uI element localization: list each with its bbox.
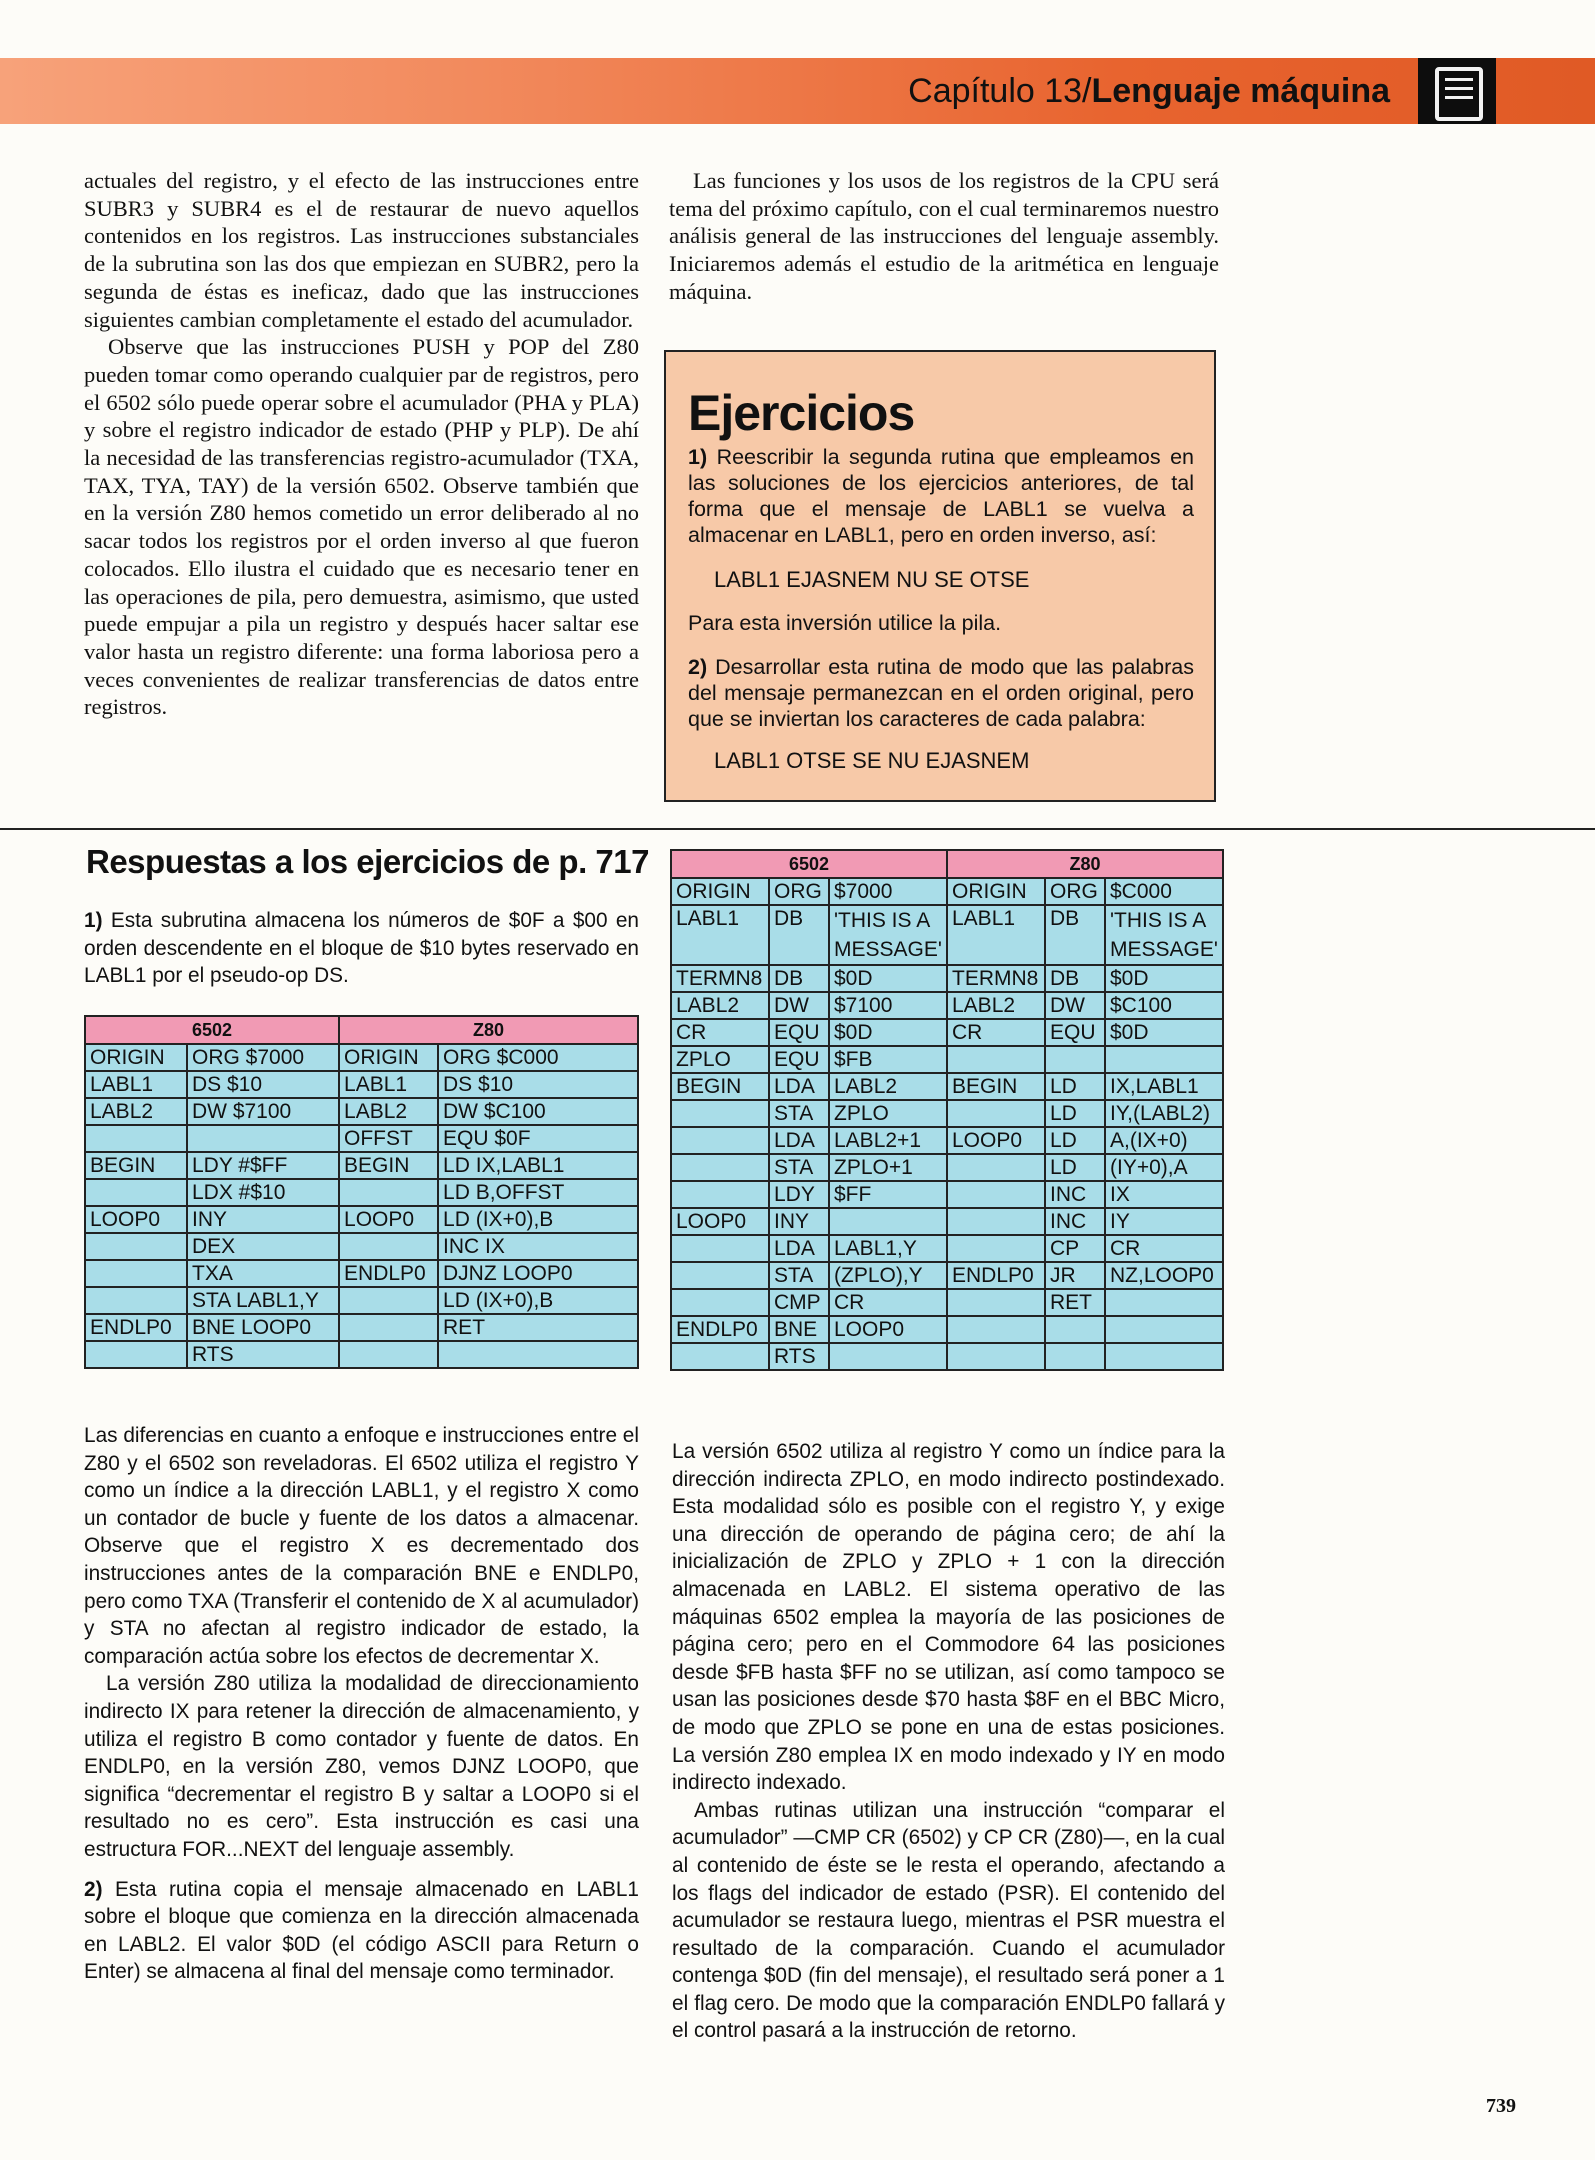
table-row [85, 1044, 638, 1071]
table-cell [1105, 1343, 1223, 1370]
answer-paragraph: La versión 6502 utiliza al registro Y como un índice para la dirección indirecta ZPLO, en modo indirecto postindexado. Esta modalidad sólo es posible con el registro Y, y exige una dirección de operando de página cero; de ahí la inicialización de ZPLO y ZPLO + 1 con la dirección almacenada en LABL2. El sistema operativo de las máquinas 6502 emplea la mayoría de las posiciones de página cero; pero en el Commodore 64 las posiciones desde $FB hasta $FF no se utilizan, así como tampoco se usan las posiciones desde $70 hasta $8F en el BBC Micro, de modo que ZPLO se pone en una de estas posiciones. La versión Z80 emplea IX en modo indexado y IY en modo indirecto indexado. [672, 1440, 1225, 1795]
table-cell: TXA [187, 1260, 339, 1287]
code-table-2 [670, 849, 1224, 1371]
table-cell: LD [1045, 1073, 1105, 1100]
table-cell: IY,(LABL2) [1105, 1100, 1223, 1127]
table-cell [438, 1341, 638, 1368]
table-cell: EQU [769, 1046, 829, 1073]
exercise-text: Reescribir la segunda rutina que empleamos en las soluciones de los ejercicios anteriores, de tal forma que el mensaje de LABL1 se vuelva a almacenar en LABL1, pero en orden inverso, así: [688, 445, 1194, 547]
table-cell: ZPLO [829, 1100, 947, 1127]
table-cell: $FB [829, 1046, 947, 1073]
exercise-text: Desarrollar esta rutina de modo que las palabras del mensaje permanezcan en el orden original, pero que se inviertan los caracteres de cada palabra: [688, 655, 1194, 731]
left-intro-column [84, 167, 639, 721]
table-row [85, 1179, 638, 1206]
table-row [85, 1125, 638, 1152]
table-header-6502: 6502 [85, 1016, 339, 1044]
table-cell: DS $10 [187, 1071, 339, 1098]
table-row [671, 1181, 1223, 1208]
table-cell: ORG [1045, 878, 1105, 905]
table-cell: 'THIS IS A MESSAGE' [829, 905, 947, 965]
table-cell: $0D [829, 965, 947, 992]
table-cell: CR [829, 1289, 947, 1316]
table-cell: LABL1 [671, 905, 769, 965]
table-cell: DJNZ LOOP0 [438, 1260, 638, 1287]
table-cell [829, 1343, 947, 1370]
table-cell: LABL1 [85, 1071, 187, 1098]
table-cell [947, 1289, 1045, 1316]
exercise-1-note: Para esta inversión utilice la pila. [688, 611, 1002, 635]
table-cell: LABL2 [829, 1073, 947, 1100]
table-row [671, 1046, 1223, 1073]
table-cell: $7100 [829, 992, 947, 1019]
computer-icon [1418, 58, 1496, 124]
table-cell [671, 1262, 769, 1289]
table-cell [339, 1233, 438, 1260]
table-cell: LABL1 [339, 1071, 438, 1098]
table-cell: ORIGIN [947, 878, 1045, 905]
table-cell: LD B,OFFST [438, 1179, 638, 1206]
table-row [671, 1154, 1223, 1181]
table-cell: $0D [1105, 965, 1223, 992]
table-cell [85, 1179, 187, 1206]
answer-1-intro [84, 907, 639, 990]
table-cell: LOOP0 [339, 1206, 438, 1233]
table-cell: LD [1045, 1127, 1105, 1154]
table-row [85, 1152, 638, 1179]
table-cell: DEX [187, 1233, 339, 1260]
table-cell: LDA [769, 1073, 829, 1100]
table-cell [947, 1100, 1045, 1127]
table-cell [85, 1287, 187, 1314]
table-cell: RTS [769, 1343, 829, 1370]
table-cell: DB [769, 905, 829, 965]
table-cell [671, 1127, 769, 1154]
table-cell: ORG $7000 [187, 1044, 339, 1071]
chapter-label: Capítulo 13/ [908, 72, 1092, 110]
table-row [671, 992, 1223, 1019]
table-cell [85, 1260, 187, 1287]
answer-2-discussion [672, 1438, 1225, 2045]
table-cell: STA LABL1,Y [187, 1287, 339, 1314]
answer-paragraph: Ambas rutinas utilizan una instrucción “comparar el acumulador” —CMP CR (6502) y CP CR (Z80)—, en la cual al contenido de éste se le resta el operando, afectando a los flags del indicador de estado (PSR). El contenido del acumulador se restaura luego, mientras el PSR muestra el resultado de la comparación. Cuando el acumulador contenga $0D (fin del mensaje), el resultado será poner a 1 el flag cero. De modo que la comparación ENDLP0 fallará y el control pasará a la instrucción de retorno. [672, 1798, 1225, 2043]
exercise-number: 2) [688, 655, 708, 679]
table-row [85, 1287, 638, 1314]
table-cell: BEGIN [339, 1152, 438, 1179]
table-cell: $FF [829, 1181, 947, 1208]
table-cell: BNE [769, 1316, 829, 1343]
exercises-title: Ejercicios [688, 385, 915, 441]
table-cell: IX,LABL1 [1105, 1073, 1223, 1100]
table-cell: CR [671, 1019, 769, 1046]
table-cell: TERMN8 [671, 965, 769, 992]
table-cell: DB [769, 965, 829, 992]
answer-number: 1) [84, 909, 103, 932]
intro-paragraph: actuales del registro, y el efecto de las instrucciones entre SUBR3 y SUBR4 es el de restaurar de nuevo aquellos contenidos en los registros. Las instrucciones substanciales de la subrutina son las dos que empiezan en SUBR2, pero la segunda de éstas es ineficaz, dado que las instrucciones siguientes cambian completamente el estado del acumulador. [84, 168, 639, 332]
answer-2-intro [84, 1876, 639, 1986]
table-cell: $0D [829, 1019, 947, 1046]
table-row [671, 878, 1223, 905]
table-cell [1105, 1046, 1223, 1073]
code-table-1 [84, 1015, 639, 1369]
table-cell: LABL2 [671, 992, 769, 1019]
table-row [671, 1019, 1223, 1046]
table-row [85, 1341, 638, 1368]
table-cell [339, 1314, 438, 1341]
table-cell: LOOP0 [671, 1208, 769, 1235]
table-cell [339, 1179, 438, 1206]
table-row [85, 1314, 638, 1341]
table-cell [85, 1233, 187, 1260]
answer-paragraph: La versión Z80 utiliza la modalidad de direccionamiento indirecto IX para retener la dirección de almacenamiento, y utiliza el registro B como contador y fuente de datos. En ENDLP0, en la versión Z80, vemos DJNZ LOOP0, que significa “decrementar el registro B y saltar a LOOP0 si el resultado no es cero”. Esta instrucción es casi una estructura FOR...NEXT del lenguaje assembly. [84, 1672, 639, 1861]
table-cell: LDA [769, 1235, 829, 1262]
table-cell: IX [1105, 1181, 1223, 1208]
exercise-number: 1) [688, 445, 708, 469]
table-cell: $C100 [1105, 992, 1223, 1019]
table-cell [1045, 1046, 1105, 1073]
table-cell: (IY+0),A [1105, 1154, 1223, 1181]
table-row [671, 1316, 1223, 1343]
table-cell: LDX #$10 [187, 1179, 339, 1206]
table-cell [1045, 1316, 1105, 1343]
table-cell [187, 1125, 339, 1152]
table-cell [1105, 1316, 1223, 1343]
table-cell: BEGIN [85, 1152, 187, 1179]
table-cell [1105, 1289, 1223, 1316]
table-cell: INC [1045, 1181, 1105, 1208]
chapter-title [908, 72, 1390, 111]
table-cell: BEGIN [671, 1073, 769, 1100]
table-row [671, 905, 1223, 965]
table-cell: DB [1045, 965, 1105, 992]
table-cell: ENDLP0 [671, 1316, 769, 1343]
table-cell [947, 1235, 1045, 1262]
table-cell: ORG $C000 [438, 1044, 638, 1071]
table-cell: 'THIS IS A MESSAGE' [1105, 905, 1223, 965]
table-cell: $0D [1105, 1019, 1223, 1046]
answer-number: 2) [84, 1877, 103, 1901]
table-cell: (ZPLO),Y [829, 1262, 947, 1289]
table-cell: STA [769, 1262, 829, 1289]
table-cell: IY [1105, 1208, 1223, 1235]
table-row [671, 1289, 1223, 1316]
right-intro-column [669, 167, 1219, 306]
table-cell: LABL2 [85, 1098, 187, 1125]
table-cell: LABL2 [947, 992, 1045, 1019]
table-cell: ORIGIN [671, 878, 769, 905]
table-cell: ORG [769, 878, 829, 905]
chapter-name: Lenguaje máquina [1091, 72, 1390, 110]
table-cell: ENDLP0 [339, 1260, 438, 1287]
table-cell: BEGIN [947, 1073, 1045, 1100]
table-cell [947, 1154, 1045, 1181]
exercise-1-example: LABL1 EJASNEM NU SE OTSE [714, 567, 1030, 592]
table-cell: LDY [769, 1181, 829, 1208]
table-cell [671, 1343, 769, 1370]
table-cell: LD [1045, 1100, 1105, 1127]
answers-title: Respuestas a los ejercicios de p. 717 [86, 843, 649, 880]
table-cell [671, 1181, 769, 1208]
exercises-box [664, 350, 1216, 802]
table-row [671, 965, 1223, 992]
table-cell: EQU [769, 1019, 829, 1046]
table-row [85, 1206, 638, 1233]
table-cell: ENDLP0 [85, 1314, 187, 1341]
table-cell [947, 1046, 1045, 1073]
table-cell: LABL2 [339, 1098, 438, 1125]
table-cell: RTS [187, 1341, 339, 1368]
table-row [671, 1343, 1223, 1370]
table-cell: STA [769, 1100, 829, 1127]
answer-1-discussion [84, 1422, 639, 1986]
answer-text: Esta rutina copia el mensaje almacenado en LABL1 sobre el bloque que comienza en la dirección almacenada en LABL2. El valor $0D (el código ASCII para Return o Enter) se almacena al final del mensaje como terminador. [84, 1877, 639, 1984]
table-cell: CMP [769, 1289, 829, 1316]
table-header-z80: Z80 [339, 1016, 638, 1044]
table-cell [671, 1154, 769, 1181]
table-cell: $C000 [1105, 878, 1223, 905]
table-cell [339, 1287, 438, 1314]
table-cell: LABL1,Y [829, 1235, 947, 1262]
table-cell [947, 1343, 1045, 1370]
table-cell: EQU $0F [438, 1125, 638, 1152]
table-cell [671, 1235, 769, 1262]
table-cell [947, 1181, 1045, 1208]
table-cell: DS $10 [438, 1071, 638, 1098]
table-cell: EQU [1045, 1019, 1105, 1046]
intro-paragraph: Observe que las instrucciones PUSH y POP del Z80 pueden tomar como operando cualquier par de registros, pero el 6502 sólo puede operar sobre el acumulador (PHA y PLA) y sobre el registro indicador de estado (PHP y PLP). De ahí la necesidad de las transferencias registro-acumulador (TXA, TAX, TYA, TAY) de la versión 6502. Observe también que en la versión Z80 hemos cometido un error deliberado al no sacar todos los registros por el orden inverso al que fueron colocados. Ello ilustra el cuidado que es necesario tener en las operaciones de pila, pero demuestra, asimismo, que usted puede empujar a pila un registro y después hacer saltar ese valor hasta un registro diferente: una forma laboriosa pero a veces convenientes de realizar transferencias de datos entre registros. [84, 334, 639, 720]
table-cell: DW $C100 [438, 1098, 638, 1125]
table-row [671, 1235, 1223, 1262]
table-cell: DW [769, 992, 829, 1019]
table-cell: INC [1045, 1208, 1105, 1235]
table-cell: LDA [769, 1127, 829, 1154]
table-cell: CR [947, 1019, 1045, 1046]
table-cell: BNE LOOP0 [187, 1314, 339, 1341]
table-row [671, 1100, 1223, 1127]
table-cell: LD (IX+0),B [438, 1287, 638, 1314]
table-cell: ZPLO [671, 1046, 769, 1073]
table-row [671, 1127, 1223, 1154]
table-cell [947, 1208, 1045, 1235]
table-header-z80: Z80 [947, 850, 1223, 878]
exercise-1 [688, 444, 1194, 548]
table-row [85, 1098, 638, 1125]
table-cell: OFFST [339, 1125, 438, 1152]
table-cell: JR [1045, 1262, 1105, 1289]
table-cell: INY [187, 1206, 339, 1233]
table-cell: ENDLP0 [947, 1262, 1045, 1289]
table-row [671, 1208, 1223, 1235]
exercise-2-example: LABL1 OTSE SE NU EJASNEM [714, 748, 1030, 773]
table-cell: ORIGIN [85, 1044, 187, 1071]
table-cell: LOOP0 [829, 1316, 947, 1343]
table-cell: LABL2+1 [829, 1127, 947, 1154]
table-cell: LD IX,LABL1 [438, 1152, 638, 1179]
table-cell [85, 1341, 187, 1368]
table-cell: DW [1045, 992, 1105, 1019]
table-cell [829, 1208, 947, 1235]
table-row [85, 1233, 638, 1260]
table-cell: INY [769, 1208, 829, 1235]
table-cell: RET [438, 1314, 638, 1341]
table-cell [339, 1341, 438, 1368]
answer-text: Esta subrutina almacena los números de $0F a $00 en orden descendente en el bloque de $10 bytes reservado en LABL1 por el pseudo-op DS. [84, 909, 639, 988]
table-cell: LOOP0 [85, 1206, 187, 1233]
answer-paragraph: Las diferencias en cuanto a enfoque e instrucciones entre el Z80 y el 6502 son reveladoras. El 6502 utiliza el registro Y como un índice a la dirección LABL1, y el registro X como un contador de bucle y fuente de los datos a almacenar. Observe que el registro X es decrementado dos instrucciones antes de la comparación BNE e ENDLP0, pero como TXA (Transferir el contenido de X al acumulador) y STA no afectan al registro indicador de estado, la comparación actúa sobre los efectos de decrementar X. [84, 1424, 639, 1668]
table-cell: LDY #$FF [187, 1152, 339, 1179]
table-cell [947, 1316, 1045, 1343]
table-cell: LOOP0 [947, 1127, 1045, 1154]
section-divider [0, 828, 1595, 830]
table-cell [1045, 1343, 1105, 1370]
table-row [85, 1260, 638, 1287]
table-cell: RET [1045, 1289, 1105, 1316]
table-cell: STA [769, 1154, 829, 1181]
table-cell: DB [1045, 905, 1105, 965]
table-cell: A,(IX+0) [1105, 1127, 1223, 1154]
table-cell: NZ,LOOP0 [1105, 1262, 1223, 1289]
table-cell: TERMN8 [947, 965, 1045, 992]
table-row [85, 1071, 638, 1098]
table-cell: $7000 [829, 878, 947, 905]
table-cell: ZPLO+1 [829, 1154, 947, 1181]
table-cell [671, 1289, 769, 1316]
table-header-6502: 6502 [671, 850, 947, 878]
table-cell [671, 1100, 769, 1127]
table-cell: CP [1045, 1235, 1105, 1262]
table-cell: LD (IX+0),B [438, 1206, 638, 1233]
table-cell: LD [1045, 1154, 1105, 1181]
table-cell [85, 1125, 187, 1152]
intro-paragraph: Las funciones y los usos de los registros de la CPU será tema del próximo capítulo, con el cual terminaremos nuestro análisis general de las instrucciones del lenguaje assembly. Iniciaremos además el estudio de la aritmética en lenguaje máquina. [669, 168, 1219, 304]
table-row [671, 1262, 1223, 1289]
table-cell: ORIGIN [339, 1044, 438, 1071]
table-cell: LABL1 [947, 905, 1045, 965]
table-row [671, 1073, 1223, 1100]
page-number: 739 [1486, 2095, 1516, 2117]
table-cell: INC IX [438, 1233, 638, 1260]
table-cell: CR [1105, 1235, 1223, 1262]
table-cell: DW $7100 [187, 1098, 339, 1125]
exercise-2 [688, 654, 1194, 732]
